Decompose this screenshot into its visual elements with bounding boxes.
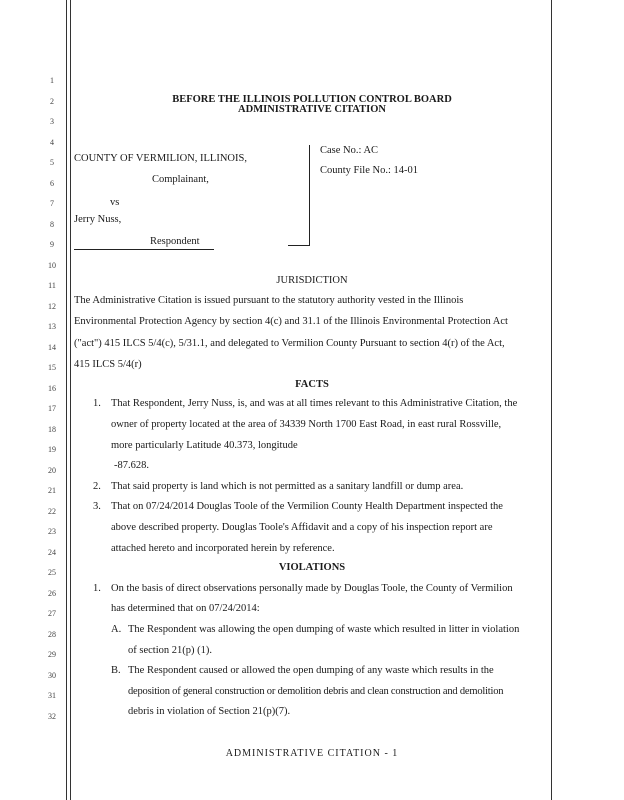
line-number: 27 (48, 609, 56, 618)
versus-label: vs (110, 197, 120, 208)
line-number: 13 (48, 322, 56, 331)
page-footer: ADMINISTRATIVE CITATION - 1 (225, 748, 399, 759)
fact-line: owner of property located at the area of 34339 North 1700 East Road, in east rural Rossville, (111, 419, 502, 430)
line-number: 10 (48, 261, 56, 270)
line-number: 9 (50, 240, 54, 249)
line-number: 14 (48, 343, 56, 352)
line-number: 11 (48, 281, 56, 290)
facts-heading: FACTS (295, 379, 329, 390)
line-number: 28 (48, 630, 56, 639)
jurisdiction-heading: JURISDICTION (276, 275, 348, 286)
violation-line: The Respondent caused or allowed the open dumping of any waste which results in the (128, 665, 494, 676)
jurisdiction-line: The Administrative Citation is issued pursuant to the statutory authority vested in the Illinois (74, 295, 464, 306)
fact-line: attached hereto and incorporated herein by reference. (111, 543, 335, 554)
jurisdiction-line: Environmental Protection Agency by section 4(c) and 31.1 of the Illinois Environmental Protection Act (74, 316, 508, 327)
line-number: 6 (50, 179, 54, 188)
line-number: 12 (48, 302, 56, 311)
violations-heading: VIOLATIONS (278, 562, 346, 573)
county-file-number: County File No.: 14-01 (320, 165, 419, 176)
jurisdiction-line: ("act") 415 ILCS 5/4(c), 5/31.1, and delegated to Vermilion County Pursuant to section 4(r) of the Act, (74, 338, 505, 349)
line-number: 29 (48, 650, 56, 659)
fact-number: 2. (93, 481, 101, 492)
line-number: 23 (48, 527, 56, 536)
margin-rule-right (551, 0, 552, 800)
violation-intro-line: has determined that on 07/24/2014: (111, 603, 260, 614)
line-number: 4 (50, 138, 54, 147)
line-number: 24 (48, 548, 56, 557)
document-title: ADMINISTRATIVE CITATION (238, 104, 386, 115)
fact-line: That Respondent, Jerry Nuss, is, and was at all times relevant to this Administrative Citation, the (111, 398, 518, 409)
line-number: 15 (48, 363, 56, 372)
caption-rule (74, 249, 214, 250)
defendant-name: Jerry Nuss, (74, 214, 122, 225)
line-number: 20 (48, 466, 56, 475)
jurisdiction-line: 415 ILCS 5/4(r) (74, 359, 142, 370)
violation-intro-line: On the basis of direct observations personally made by Douglas Toole, the County of Vermilion (111, 583, 513, 594)
fact-number: 1. (93, 398, 101, 409)
line-number: 17 (48, 404, 56, 413)
line-number: 26 (48, 589, 56, 598)
violation-line: deposition of general construction or demolition debris and clean construction and demolition (128, 686, 504, 697)
margin-rule-left-outer (66, 0, 67, 800)
fact-line: That on 07/24/2014 Douglas Toole of the Vermilion County Health Department inspected the (111, 501, 503, 512)
line-number: 2 (50, 97, 54, 106)
line-number: 30 (48, 671, 56, 680)
caption-bracket-foot (288, 245, 310, 246)
line-number: 21 (48, 486, 56, 495)
plaintiff-role: Complainant, (152, 174, 209, 185)
board-title: BEFORE THE ILLINOIS POLLUTION CONTROL BOARD (172, 94, 452, 105)
margin-rule-left-inner (70, 0, 71, 800)
line-number: 19 (48, 445, 56, 454)
fact-number: 3. (93, 501, 101, 512)
violation-line: of section 21(p) (1). (128, 645, 212, 656)
line-number: 7 (50, 199, 54, 208)
defendant-role: Respondent (150, 236, 200, 247)
violation-letter: A. (111, 624, 122, 635)
line-number: 18 (48, 425, 56, 434)
line-number: 32 (48, 712, 56, 721)
fact-line: more particularly Latitude 40.373, longitude (111, 440, 298, 451)
case-number: Case No.: AC (320, 145, 379, 156)
caption-bracket (309, 145, 310, 245)
violation-line: The Respondent was allowing the open dumping of waste which resulted in litter in violation (128, 624, 520, 635)
violation-number: 1. (93, 583, 101, 594)
line-number: 1 (50, 76, 54, 85)
line-number: 31 (48, 691, 56, 700)
line-number: 16 (48, 384, 56, 393)
line-number: 8 (50, 220, 54, 229)
violation-letter: B. (111, 665, 121, 676)
line-number: 25 (48, 568, 56, 577)
line-number: 5 (50, 158, 54, 167)
line-number: 3 (50, 117, 54, 126)
fact-line: above described property. Douglas Toole's Affidavit and a copy of his inspection report are (111, 522, 493, 533)
plaintiff-name: COUNTY OF VERMILION, ILLINOIS, (74, 153, 247, 164)
line-number: 22 (48, 507, 56, 516)
violation-line: debris in violation of Section 21(p)(7). (128, 706, 291, 717)
fact-line: That said property is land which is not permitted as a sanitary landfill or dump area. (111, 481, 464, 492)
fact-line: -87.628. (114, 460, 149, 471)
